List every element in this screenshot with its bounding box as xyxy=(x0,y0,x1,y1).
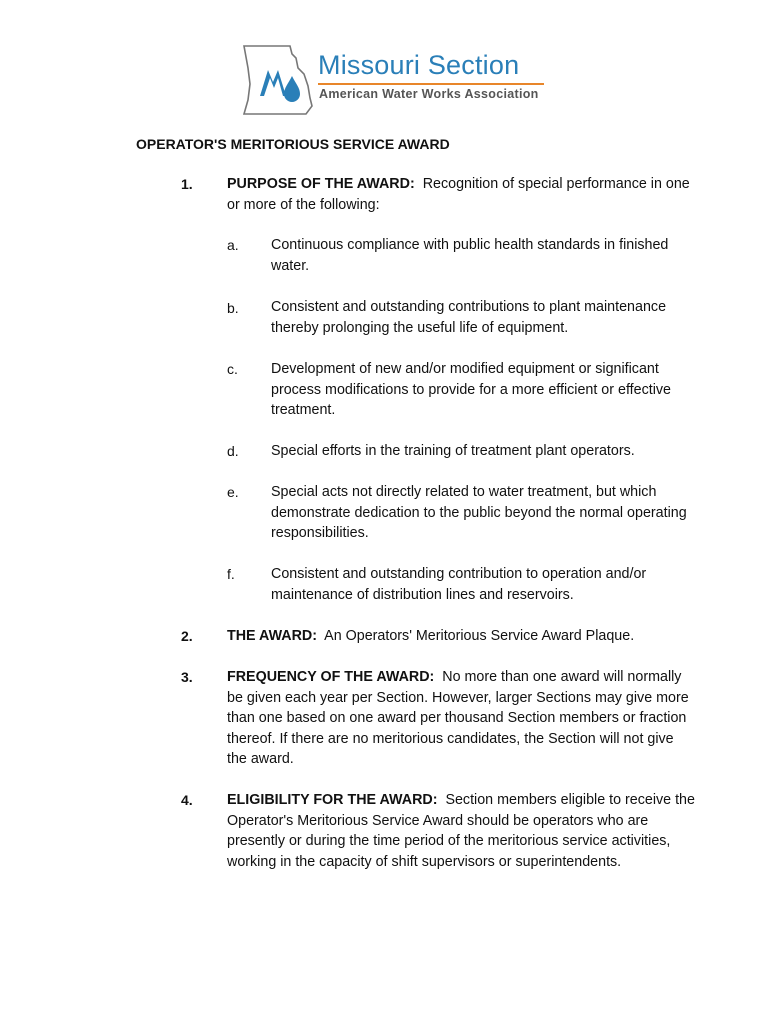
list-item-letter: c. xyxy=(227,361,238,377)
document-title: OPERATOR'S MERITORIOUS SERVICE AWARD xyxy=(136,136,450,152)
section-text: Section members eligible to receive the Operator's Meritorious Service Award should be operators who are presently or during the time period of the meritorious service activities, working in the capacity of shift supervisors or superintendents. xyxy=(227,792,695,870)
section-number: 3. xyxy=(181,669,193,685)
list-item-text: Continuous compliance with public health standards in finished water. xyxy=(271,237,669,274)
section-body xyxy=(227,174,697,215)
list-item-letter: d. xyxy=(227,443,239,459)
section-text: No more than one award will normally be given each year per Section. However, larger Sections may give more than one based on one award per thousand Section members or fraction thereof. If there are no meritorious candidates, the Section will not give the award. xyxy=(227,669,689,768)
logo-subtitle: American Water Works Association xyxy=(319,87,539,101)
section-number: 1. xyxy=(181,176,193,192)
list-item-letter: e. xyxy=(227,484,239,500)
list-item-letter: f. xyxy=(227,566,235,582)
logo-title xyxy=(318,50,519,81)
section-body xyxy=(227,626,697,647)
logo-divider xyxy=(318,83,544,86)
section-heading: THE AWARD: xyxy=(227,628,318,644)
list-item-text: Consistent and outstanding contribution to operation and/or maintenance of distribution lines and reservoirs. xyxy=(271,566,647,603)
section-text: An Operators' Meritorious Service Award Plaque. xyxy=(324,628,635,644)
section-body xyxy=(227,667,697,770)
section-heading: FREQUENCY OF THE AWARD: xyxy=(227,669,435,685)
section-number: 4. xyxy=(181,792,193,808)
list-item-text: Special efforts in the training of treatment plant operators. xyxy=(271,443,635,459)
section-text: Recognition of special performance in one or more of the following: xyxy=(227,176,690,213)
list-item-text: Consistent and outstanding contributions to plant maintenance thereby prolonging the useful life of equipment. xyxy=(271,299,667,336)
list-item-text: Development of new and/or modified equipment or significant process modifications to provide for a more efficient or effective treatment. xyxy=(271,361,671,419)
section-number: 2. xyxy=(181,628,193,644)
logo-title-section: Section xyxy=(427,50,520,80)
logo-title-missouri: Missouri xyxy=(318,50,421,80)
missouri-state-outline-icon xyxy=(240,40,320,120)
section-heading: ELIGIBILITY FOR THE AWARD: xyxy=(227,792,438,808)
list-item-text: Special acts not directly related to water treatment, but which demonstrate dedication to the public beyond the normal operating responsibilities. xyxy=(271,484,687,542)
list-item-letter: b. xyxy=(227,300,239,316)
list-item-letter: a. xyxy=(227,237,239,253)
section-heading: PURPOSE OF THE AWARD: xyxy=(227,176,415,192)
missouri-section-logo xyxy=(240,40,540,120)
section-body xyxy=(227,790,697,872)
